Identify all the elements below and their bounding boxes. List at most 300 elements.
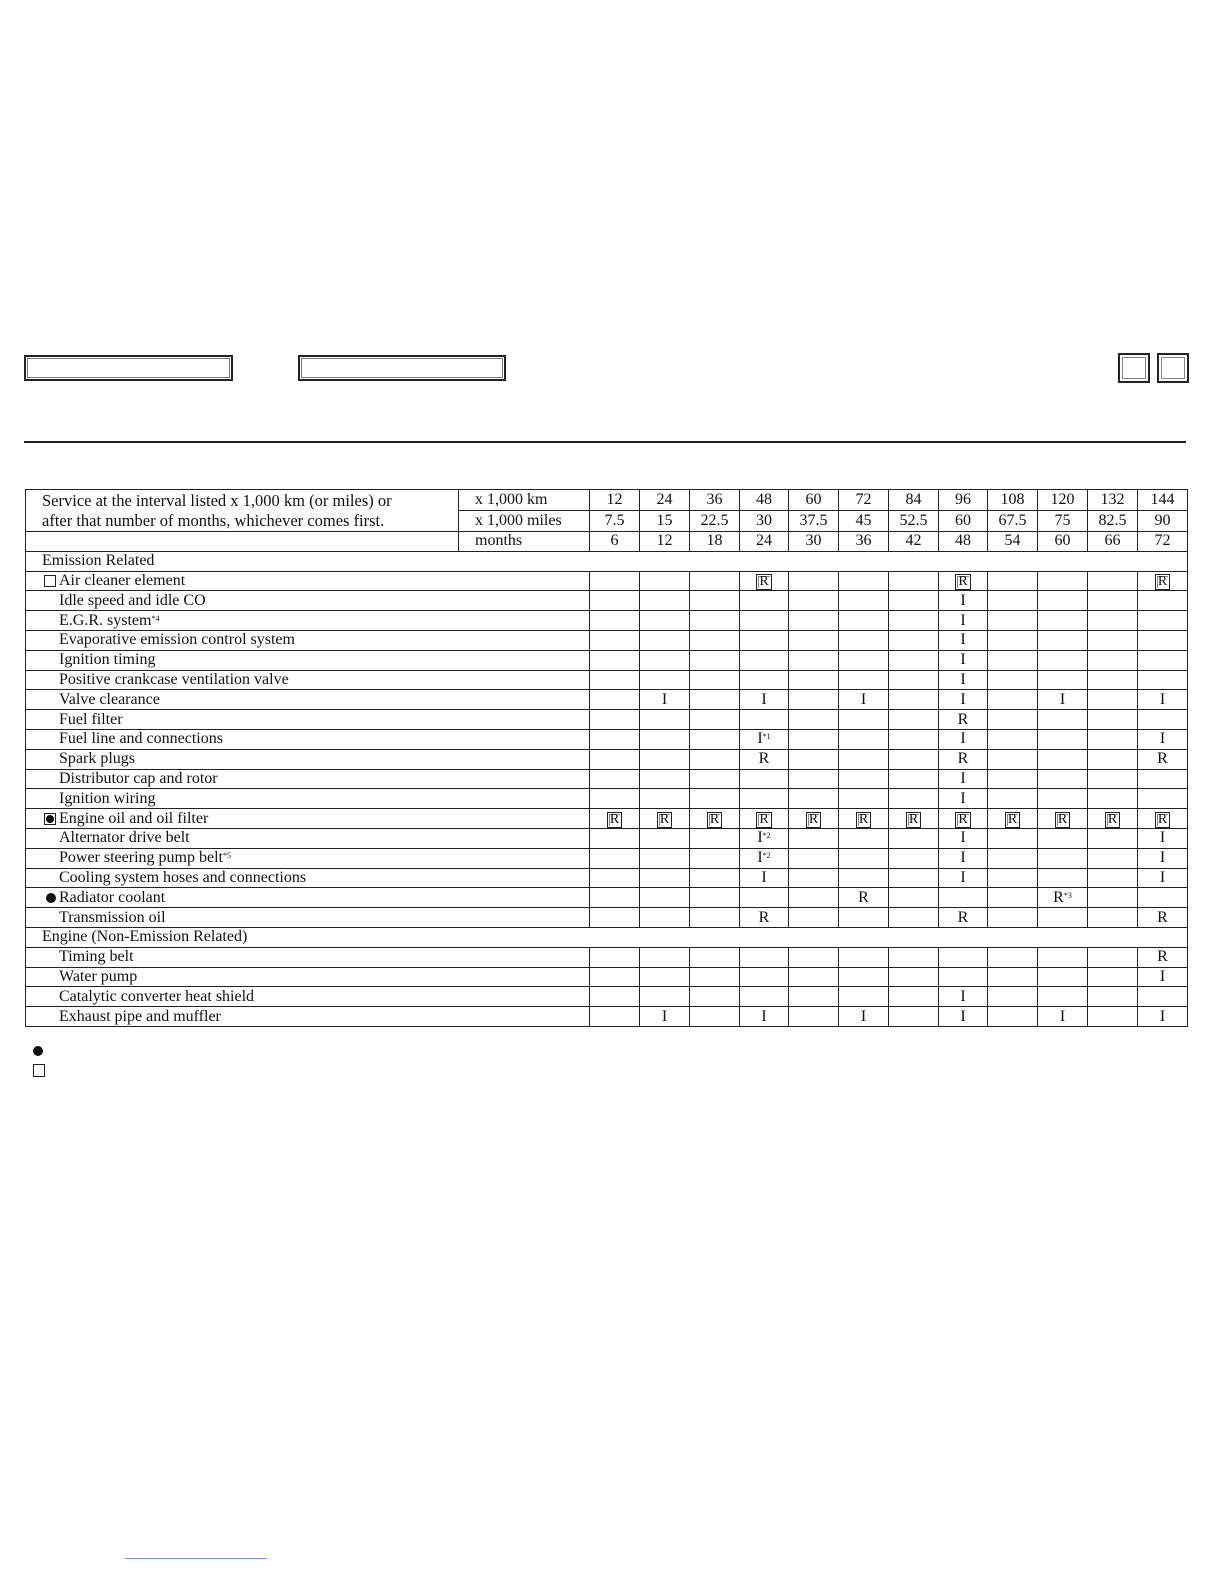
service-cell — [640, 868, 690, 888]
service-cell: I — [1138, 729, 1188, 749]
service-cell — [740, 967, 789, 987]
item-label — [26, 869, 306, 887]
cell-value: I — [757, 829, 763, 847]
footnote-mark: *5 — [222, 851, 231, 861]
service-cell — [988, 987, 1038, 1007]
interval-value: 120 — [1038, 490, 1088, 511]
service-cell — [988, 967, 1038, 987]
service-cell — [889, 967, 939, 987]
item-text: Distributor cap and rotor — [59, 769, 218, 787]
service-cell — [690, 967, 740, 987]
header-rule — [24, 441, 1186, 443]
item-text: Evaporative emission control system — [59, 631, 295, 649]
schedule-row — [26, 987, 1188, 1007]
service-cell — [740, 591, 789, 611]
item-text: Exhaust pipe and muffler — [59, 1007, 221, 1025]
service-cell — [789, 749, 839, 769]
service-cell — [1038, 868, 1088, 888]
service-cell — [590, 611, 640, 631]
schedule-row — [26, 630, 1188, 650]
service-cell: I — [1138, 967, 1188, 987]
service-cell — [839, 710, 889, 730]
interval-value: 30 — [740, 511, 789, 532]
item-label — [26, 1008, 221, 1026]
schedule-row — [26, 769, 1188, 789]
service-cell — [889, 1007, 939, 1027]
legend-dot-icon — [33, 1046, 43, 1056]
item-name — [26, 729, 590, 749]
interval-value: 72 — [839, 490, 889, 511]
service-cell — [839, 749, 889, 769]
interval-value: 6 — [590, 532, 640, 552]
service-cell — [690, 670, 740, 690]
item-label — [26, 790, 155, 808]
replace-boxed-mark: R — [856, 812, 871, 828]
service-cell — [640, 809, 690, 829]
item-label — [26, 750, 135, 768]
service-cell — [988, 868, 1038, 888]
item-label — [26, 730, 223, 748]
service-cell — [1088, 848, 1138, 868]
item-name — [26, 749, 590, 769]
service-cell: I — [740, 690, 789, 710]
service-cell — [1088, 769, 1138, 789]
service-cell — [789, 729, 839, 749]
interval-value: 30 — [789, 532, 839, 552]
item-text: Ignition timing — [59, 651, 156, 669]
service-cell — [590, 769, 640, 789]
service-cell: I — [640, 1007, 690, 1027]
service-cell: I — [1138, 690, 1188, 710]
section-row — [26, 927, 1188, 947]
schedule-row — [26, 809, 1188, 829]
service-cell — [1038, 908, 1088, 928]
service-cell: R — [740, 908, 789, 928]
service-cell — [1138, 809, 1188, 829]
service-cell — [1138, 789, 1188, 809]
service-cell: I — [939, 769, 988, 789]
service-cell — [839, 650, 889, 670]
service-cell — [889, 809, 939, 829]
interval-value: 18 — [690, 532, 740, 552]
service-cell — [789, 828, 839, 848]
service-cell — [1088, 749, 1138, 769]
service-cell — [1038, 729, 1088, 749]
service-cell — [690, 868, 740, 888]
service-cell — [740, 769, 789, 789]
service-cell — [839, 848, 889, 868]
interval-value: 72 — [1138, 532, 1188, 552]
service-cell — [640, 710, 690, 730]
service-cell: I — [1138, 828, 1188, 848]
service-cell — [640, 630, 690, 650]
service-cell — [640, 848, 690, 868]
service-cell — [789, 868, 839, 888]
service-cell — [740, 630, 789, 650]
service-cell — [590, 848, 640, 868]
interval-value: 60 — [939, 511, 988, 532]
service-cell: R — [839, 888, 889, 908]
interval-value: 132 — [1088, 490, 1138, 511]
item-text: Valve clearance — [59, 690, 160, 708]
footnote-mark: *2 — [762, 851, 771, 861]
item-name — [26, 571, 590, 591]
service-cell — [1138, 611, 1188, 631]
service-cell — [988, 749, 1038, 769]
replace-boxed-mark: R — [1105, 812, 1120, 828]
service-cell — [939, 571, 988, 591]
service-cell — [839, 611, 889, 631]
service-cell — [590, 888, 640, 908]
replace-boxed-mark: R — [657, 812, 672, 828]
service-cell — [939, 888, 988, 908]
item-label — [26, 948, 134, 966]
schedule-row — [26, 888, 1188, 908]
service-cell — [740, 987, 789, 1007]
service-cell — [889, 947, 939, 967]
service-cell — [640, 888, 690, 908]
maintenance-schedule-table — [25, 489, 1188, 1027]
item-label — [26, 691, 160, 709]
item-name — [26, 789, 590, 809]
item-label — [26, 671, 289, 689]
service-cell: I — [939, 987, 988, 1007]
service-cell — [839, 967, 889, 987]
service-cell — [789, 809, 839, 829]
service-cell — [789, 888, 839, 908]
service-cell — [789, 848, 839, 868]
service-cell — [1088, 729, 1138, 749]
service-cell — [789, 690, 839, 710]
item-label — [26, 909, 166, 927]
service-cell — [988, 888, 1038, 908]
schedule-row — [26, 947, 1188, 967]
item-text: Water pump — [59, 967, 138, 985]
service-cell — [1038, 967, 1088, 987]
service-cell — [1038, 710, 1088, 730]
item-text: Timing belt — [59, 948, 134, 966]
service-cell — [690, 888, 740, 908]
footnote-mark: *2 — [762, 831, 771, 841]
item-label — [26, 968, 137, 986]
service-cell — [1088, 630, 1138, 650]
item-name — [26, 987, 590, 1007]
service-cell — [1038, 611, 1088, 631]
item-name — [26, 650, 590, 670]
service-cell — [640, 908, 690, 928]
service-cell — [1038, 670, 1088, 690]
service-cell — [740, 848, 789, 868]
service-cell — [1088, 868, 1138, 888]
service-cell — [839, 789, 889, 809]
service-cell — [640, 828, 690, 848]
service-cell — [889, 729, 939, 749]
service-cell — [690, 729, 740, 749]
header-row — [26, 532, 1188, 552]
intro-line-2: after that number of months, whichever comes first. — [42, 511, 385, 530]
unit-label: x 1,000 miles — [459, 511, 590, 532]
service-cell — [1038, 789, 1088, 809]
service-cell — [1138, 987, 1188, 1007]
service-cell — [1088, 987, 1138, 1007]
service-cell — [889, 888, 939, 908]
interval-value: 82.5 — [1088, 511, 1138, 532]
service-cell: I — [1138, 848, 1188, 868]
header-square-b — [1157, 353, 1189, 383]
service-cell: I — [1138, 868, 1188, 888]
interval-value: 144 — [1138, 490, 1188, 511]
service-cell — [789, 630, 839, 650]
service-cell — [889, 769, 939, 789]
service-cell: R — [740, 749, 789, 769]
service-cell — [789, 571, 839, 591]
service-cell: R — [1138, 947, 1188, 967]
service-cell — [740, 571, 789, 591]
service-cell — [1038, 947, 1088, 967]
service-cell — [839, 908, 889, 928]
service-cell — [839, 571, 889, 591]
schedule-row — [26, 591, 1188, 611]
replace-boxed-mark: R — [1155, 574, 1170, 590]
item-text: E.G.R. system — [59, 611, 152, 629]
service-cell: R — [939, 749, 988, 769]
interval-value: 60 — [789, 490, 839, 511]
interval-value: 36 — [690, 490, 740, 511]
service-cell — [789, 591, 839, 611]
footnote-mark: *1 — [762, 732, 771, 742]
service-cell — [1038, 809, 1088, 829]
service-cell — [590, 571, 640, 591]
cell-value: I — [757, 730, 763, 748]
service-cell — [1138, 571, 1188, 591]
service-cell: I — [939, 789, 988, 809]
service-cell — [1088, 670, 1138, 690]
service-cell — [839, 729, 889, 749]
service-cell — [640, 987, 690, 1007]
service-cell — [1038, 591, 1088, 611]
service-cell: R — [939, 710, 988, 730]
service-cell — [1038, 987, 1088, 1007]
service-cell — [640, 789, 690, 809]
service-cell — [1088, 611, 1138, 631]
service-cell — [839, 828, 889, 848]
service-cell — [1088, 591, 1138, 611]
item-label — [26, 810, 208, 828]
item-text: Alternator drive belt — [59, 829, 190, 847]
item-name — [26, 828, 590, 848]
service-cell — [839, 809, 889, 829]
service-cell — [1088, 789, 1138, 809]
interval-value: 45 — [839, 511, 889, 532]
service-cell — [690, 710, 740, 730]
severe-condition-box-icon — [44, 575, 56, 587]
schedule-row — [26, 908, 1188, 928]
service-cell: I — [740, 868, 789, 888]
header-square-a — [1118, 353, 1150, 383]
service-cell — [640, 967, 690, 987]
service-cell — [889, 571, 939, 591]
service-cell — [789, 1007, 839, 1027]
replace-boxed-mark: R — [1005, 812, 1020, 828]
service-cell — [690, 1007, 740, 1027]
service-cell — [1038, 571, 1088, 591]
service-cell — [1138, 769, 1188, 789]
replace-boxed-mark: R — [756, 812, 771, 828]
item-label — [26, 849, 231, 867]
service-cell — [889, 789, 939, 809]
item-text: Engine oil and oil filter — [59, 809, 209, 827]
service-cell — [690, 690, 740, 710]
service-cell — [789, 967, 839, 987]
intro-line-1: Service at the interval listed x 1,000 km (or miles) or — [42, 491, 392, 510]
interval-value: 48 — [740, 490, 789, 511]
service-cell — [988, 828, 1038, 848]
item-text: Ignition wiring — [59, 789, 156, 807]
service-cell: I — [939, 611, 988, 631]
service-cell — [988, 690, 1038, 710]
service-cell — [988, 630, 1038, 650]
schedule-row — [26, 571, 1188, 591]
section-title: Emission Related — [26, 551, 1188, 571]
service-cell — [1038, 888, 1088, 908]
item-text: Fuel filter — [59, 710, 123, 728]
service-cell — [690, 571, 740, 591]
service-cell — [889, 670, 939, 690]
service-cell — [889, 591, 939, 611]
item-label — [26, 651, 155, 669]
service-cell — [640, 769, 690, 789]
service-cell — [889, 987, 939, 1007]
service-cell — [988, 848, 1038, 868]
service-cell — [789, 908, 839, 928]
service-cell: I — [939, 848, 988, 868]
schedule-row — [26, 828, 1188, 848]
service-cell — [740, 947, 789, 967]
service-cell: I — [839, 690, 889, 710]
service-cell — [988, 789, 1038, 809]
item-name — [26, 868, 590, 888]
service-cell — [640, 947, 690, 967]
section-row — [26, 551, 1188, 571]
service-cell — [889, 630, 939, 650]
item-name — [26, 908, 590, 928]
service-cell — [740, 888, 789, 908]
service-cell — [789, 769, 839, 789]
service-cell — [988, 591, 1038, 611]
service-cell: R — [1138, 908, 1188, 928]
service-cell: I — [740, 1007, 789, 1027]
item-text: Cooling system hoses and connections — [59, 868, 307, 886]
service-cell — [1088, 690, 1138, 710]
item-label — [26, 592, 206, 610]
item-name — [26, 591, 590, 611]
service-cell — [789, 710, 839, 730]
service-cell — [988, 710, 1038, 730]
service-cell — [988, 670, 1038, 690]
service-cell — [988, 650, 1038, 670]
interval-value: 36 — [839, 532, 889, 552]
service-cell — [590, 868, 640, 888]
service-cell — [789, 650, 839, 670]
service-cell — [889, 828, 939, 848]
item-name — [26, 848, 590, 868]
item-name — [26, 670, 590, 690]
service-cell — [939, 809, 988, 829]
footer-link-underline — [125, 1558, 267, 1559]
service-cell — [1138, 630, 1188, 650]
service-cell — [889, 908, 939, 928]
service-cell — [640, 729, 690, 749]
interval-value: 48 — [939, 532, 988, 552]
service-cell — [789, 987, 839, 1007]
interval-value: 15 — [640, 511, 690, 532]
service-cell — [889, 710, 939, 730]
service-cell — [1138, 670, 1188, 690]
service-cell — [740, 789, 789, 809]
item-text: Radiator coolant — [59, 888, 166, 906]
service-cell — [789, 611, 839, 631]
service-cell — [740, 828, 789, 848]
item-text: Catalytic converter heat shield — [59, 987, 255, 1005]
header-intro-blank — [26, 532, 459, 552]
service-cell — [640, 611, 690, 631]
service-cell — [590, 650, 640, 670]
service-cell — [740, 729, 789, 749]
replace-boxed-mark: R — [1155, 812, 1170, 828]
interval-value: 96 — [939, 490, 988, 511]
service-cell — [839, 630, 889, 650]
service-cell: R — [1138, 749, 1188, 769]
service-cell — [740, 611, 789, 631]
service-cell — [690, 749, 740, 769]
service-cell — [690, 828, 740, 848]
item-label — [26, 631, 295, 649]
item-text: Power steering pump belt — [59, 849, 223, 867]
service-cell — [590, 967, 640, 987]
item-label — [26, 988, 254, 1006]
item-name — [26, 630, 590, 650]
service-cell: I — [939, 630, 988, 650]
footnote-mark: *3 — [1063, 890, 1072, 900]
interval-value: 24 — [640, 490, 690, 511]
service-cell — [988, 611, 1038, 631]
footnote-mark: *4 — [151, 613, 160, 623]
service-cell — [839, 670, 889, 690]
schedule-row — [26, 690, 1188, 710]
item-name — [26, 967, 590, 987]
service-cell — [590, 809, 640, 829]
schedule-row — [26, 729, 1188, 749]
service-cell — [740, 809, 789, 829]
interval-value: 66 — [1088, 532, 1138, 552]
item-text: Spark plugs — [59, 750, 135, 768]
header-intro — [26, 490, 459, 532]
legend-box-icon — [33, 1064, 45, 1077]
item-name — [26, 611, 590, 631]
service-cell — [1138, 650, 1188, 670]
service-cell — [590, 729, 640, 749]
service-cell — [1038, 630, 1088, 650]
item-name — [26, 769, 590, 789]
service-cell — [988, 571, 1038, 591]
service-cell — [889, 690, 939, 710]
service-cell — [1138, 888, 1188, 908]
service-cell — [1088, 710, 1138, 730]
service-cell — [1088, 967, 1138, 987]
item-text: Fuel line and connections — [59, 730, 223, 748]
service-cell — [690, 611, 740, 631]
service-cell: I — [939, 828, 988, 848]
